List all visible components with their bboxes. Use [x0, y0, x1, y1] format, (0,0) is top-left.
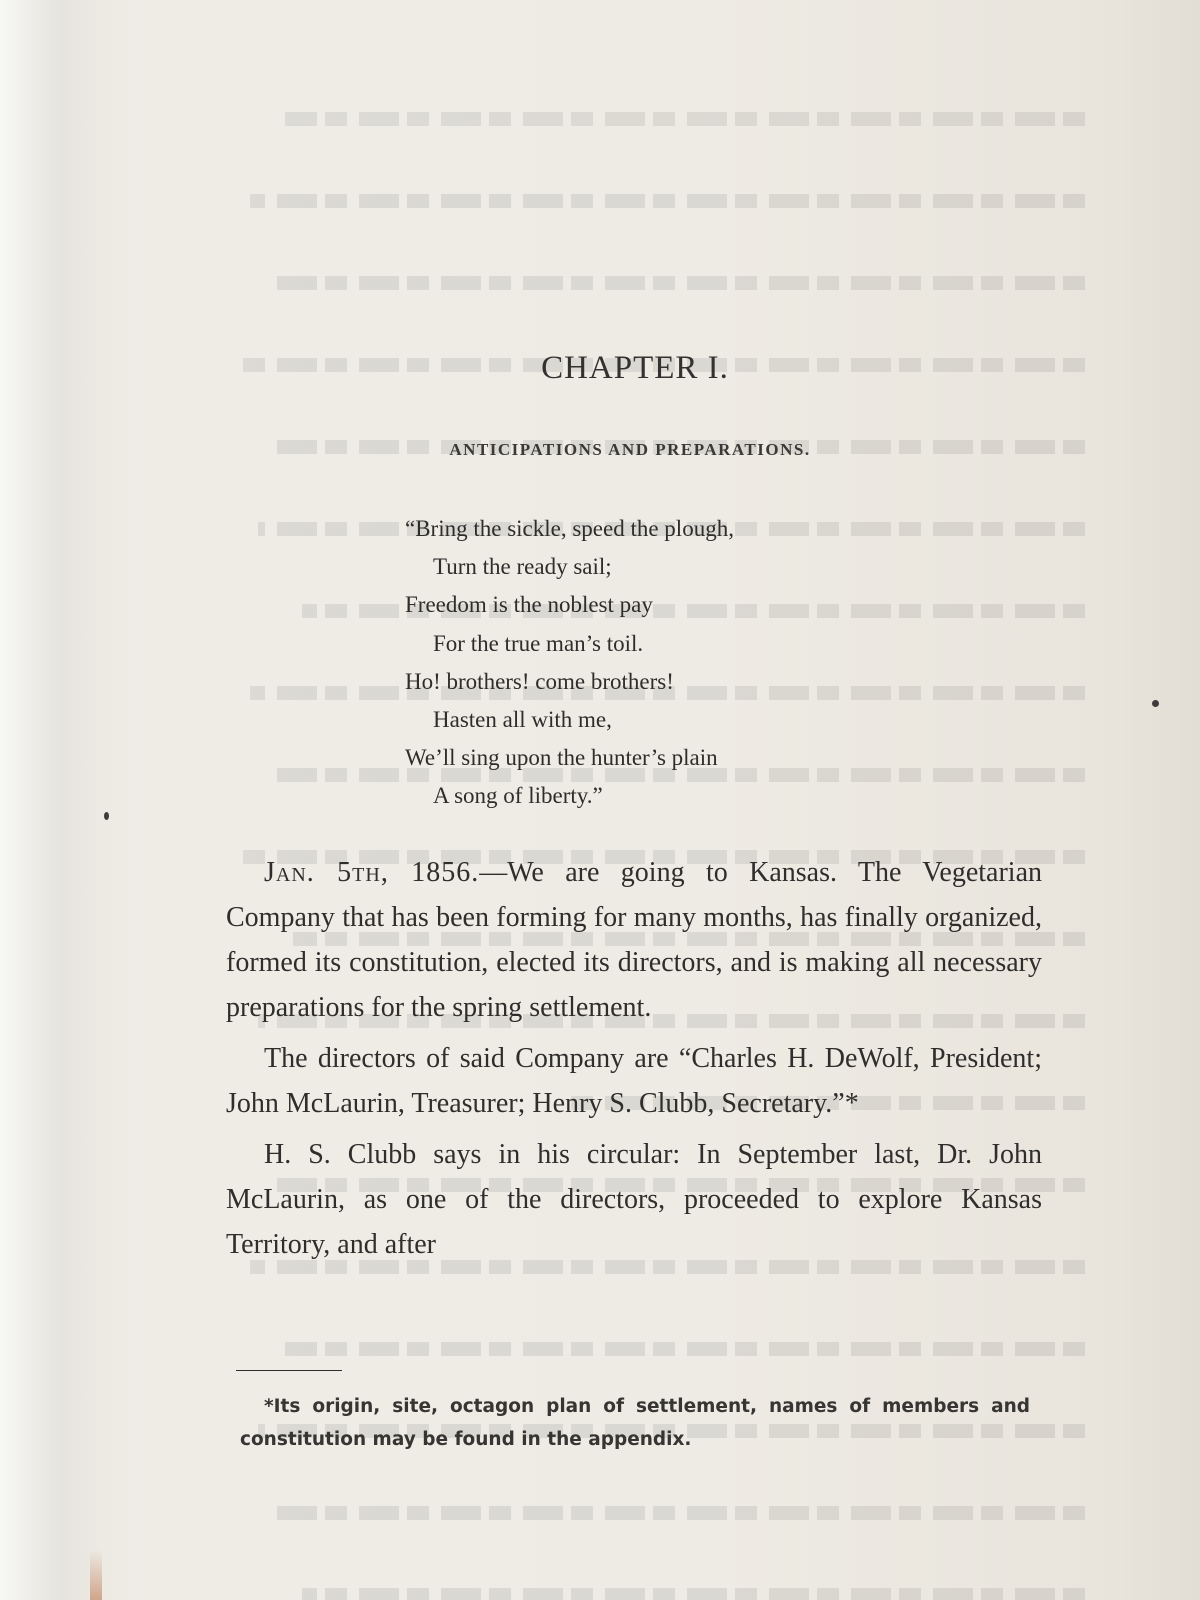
paragraph-circular: H. S. Clubb says in his circular: In September last, Dr. John McLaurin, as one of the directors, proceeded to explore Kansas Territory, and after: [226, 1139, 1042, 1260]
poem-line: Ho! brothers! come brothers!: [405, 668, 674, 694]
epigraph-poem: [405, 510, 905, 816]
poem-line: We’ll sing upon the hunter’s plain: [405, 745, 718, 771]
poem-line: Hasten all with me,: [433, 706, 612, 732]
ink-spot: [104, 812, 109, 820]
poem-line: Turn the ready sail;: [433, 554, 612, 580]
ink-spot: [1152, 700, 1159, 707]
spine-shadow: [0, 0, 100, 1600]
entry-text: —We are going to Kansas. The Vegetarian Company that has been forming for many months, has finally organized, formed its constitution, elected its directors, and is making all necessary preparations for the spring settlement.: [226, 857, 1042, 1023]
footnote-divider: [236, 1370, 342, 1371]
footnote: *Its origin, site, octagon plan of settlement, names of members and constitution may be found in the appendix.: [240, 1396, 1030, 1450]
poem-line: “Bring the sickle, speed the plough,: [405, 516, 734, 541]
poem-line: For the true man’s toil.: [433, 630, 644, 656]
body-text: [226, 850, 1042, 1267]
entry-date: Jan. 5th, 1856.: [264, 857, 480, 888]
chapter-title: CHAPTER I.: [541, 350, 729, 386]
page-stain: [90, 1550, 102, 1600]
paragraph-journal-entry: [226, 850, 1042, 1030]
chapter-subtitle: ANTICIPATIONS AND PREPARATIONS.: [449, 440, 811, 459]
poem-line: A song of liberty.”: [433, 783, 603, 809]
poem-line: Freedom is the noblest pay: [405, 592, 653, 618]
paragraph-directors: The directors of said Company are “Charles H. DeWolf, President; John McLaurin, Treasurer; Henry S. Clubb, Secretary.”*: [226, 1043, 1042, 1119]
